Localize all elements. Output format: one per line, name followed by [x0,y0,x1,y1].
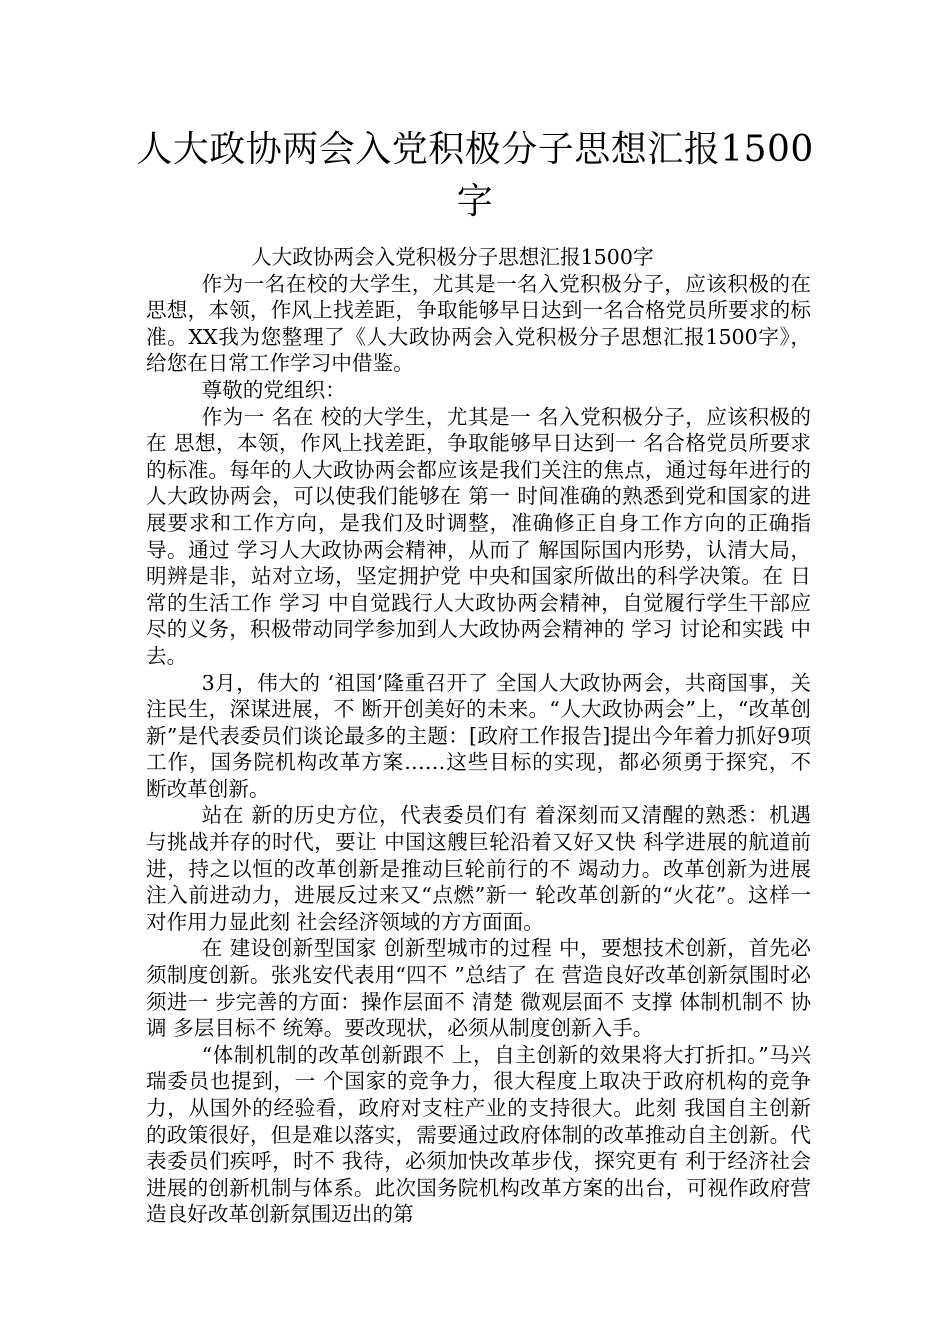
intro-paragraph: 作为一名在校的大学生，尤其是一名入党积极分子，应该积极的在思想，本领，作风上找差距，争取能够早日达到一名合格党员所要求的标准。XX我为您整理了《人大政协两会入党积极分子思想汇报1500字》，给您在日常工作学习中借鉴。 [146,271,811,376]
document-title: 人大政协两会入党积极分子思想汇报1500字 [136,129,814,222]
document-subtitle: 人大政协两会入党积极分子思想汇报1500字 [251,245,654,269]
body-paragraph: 3月，伟大的 ‘祖国’隆重召开了 全国人大政协两会，共商国事，关注民生，深谋进展，不 断开创美好的未来。“人大政协两会”上，“改革创新”是代表委员们谈论最多的主题：[政府工作报告]提出今年着力抓好9项工作，国务院机构改革方案……这些目标的实现，都必须勇于探究，不 断改革创新。 [146,670,811,801]
body-paragraph: 在 建设创新型国家 创新型城市的过程 中，要想技术创新，首先必须制度创新。张兆安代表用“四不 ”总结了 在 营造良好改革创新氛围时必须进一 步完善的方面：操作层面不 清楚 微观层面不 支撑 体制机制不 协调 多层目标不 统筹。要改现状，必须从制度创新入手。 [146,936,811,1041]
body-paragraph: 站在 新的历史方位，代表委员们有 着深刻而又清醒的熟悉：机遇与挑战并存的时代，要让 中国这艘巨轮沿着又好又快 科学进展的航道前进，持之以恒的改革创新是推动巨轮前行的不 竭动力。改革创新为进展注入前进动力，进展反过来又“点燃”新一 轮改革创新的“火花”。这样一 对作用力显此刻 社会经济领域的方方面面。 [146,803,811,934]
document-body [146,244,811,1228]
body-paragraph: 作为一 名在 校的大学生，尤其是一 名入党积极分子，应该积极的在 思想，本领，作风上找差距，争取能够早日达到一 名合格党员所要求的标准。每年的人大政协两会都应该是我们关注的焦点，通过每年进行的人大政协两会，可以使我们能够在 第一 时间准确的熟悉到党和国家的进展要求和工作方向，是我们及时调整，准确修正自身工作方向的正确指导。通过 学习人大政协两会精神，从而了 解国际国内形势，认清大局，明辨是非，站对立场，坚定拥护党 中央和国家所做出的科学决策。在 日常的生活工作 学习 中自觉践行人大政协两会精神，自觉履行学生干部应尽的义务，积极带动同学参加到人大政协两会精神的 学习 讨论和实践 中去。 [146,404,811,668]
salutation: 尊敬的党组织： [201,377,346,402]
body-paragraph: “体制机制的改革创新跟不 上，自主创新的效果将大打折扣。”马兴瑞委员也提到，一 个国家的竞争力，很大程度上取决于政府机构的竞争力，从国外的经验看，政府对支柱产业的支持很大。此刻 我国自主创新的政策很好，但是难以落实，需要通过政府体制的改革推动自主创新。代表委员们疾呼，时不 我待，必须加快改革步伐，探究更有 利于经济社会进展的创新机制与体系。此次国务院机构改革方案的出台，可视作政府营造良好改革创新氛围迈出的第 [146,1042,811,1227]
